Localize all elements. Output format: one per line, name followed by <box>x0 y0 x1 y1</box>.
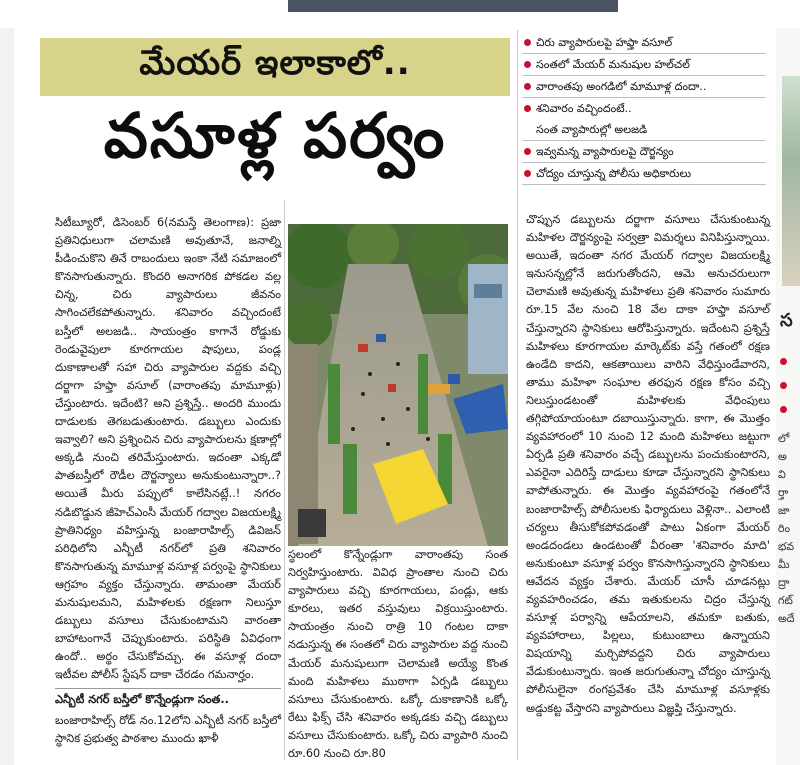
article-body: ప్రజా ప్రతినిధులుగా చలామణి అవుతూనే, జనాల్ని పీడించుకొని తినే రాబందులు ఇంకా నేటి సమాజంలో కొనసాగుతున్నారు. కొందరి అనాగరిక పోకడల వల్ల చిన్న, చిరు వ్యాపారులు జీవనం సాగించలేకపోతున్నారు. శనివారం వచ్చిందంటే బస్తీలో అలజడి.. సాయంత్రం కాగానే రోడ్డుకు రెండువైపులా కూరగాయల షాపులు, పండ్ల దుకాణాలతో సహా చిరు వ్యాపారుల వద్దకు వచ్చి దర్జాగా హఫ్తా వసూల్ (వారాంతపు మామూళ్లు) చేస్తుంటారు. ఇదేంటి? అని ప్రశ్నిస్తే.. అందరి ముందు దాడులకు తెగబడుతుంటారు. డబ్బులు ఎందుకు ఇవ్వాలి? అని ప్రశ్నించిన చిరు వ్యాపారులను క్షణాల్లో అక్కడి నుంచి తరిమేస్తుంటారు. ఇదంతా ఎక్కడో పాతబస్తీలో రౌడీల దౌర్జన్యాలు అనుకుంటున్నారా..? అయితే మీరు పప్పులో కాలేసినట్లే..! నగరం నడిబొడ్డున జీహెచ్ఎంసీ మేయర్ గద్వాల విజయలక్ష్మి ప్రాతినిధ్యం వహిస్తున్న బంజారాహిల్స్ డివిజన్ పరిధిలోని ఎన్బీటీ నగర్‌లో ప్రతి శనివారం కొనసాగుతున్న మామూళ్ల వసూళ్ల పర్వంపై స్థానికులు ఆగ్రహం వ్యక్తం చేస్తున్నారు. తామంతా మేయర్ మనుషులమని, మహిళలకు రక్షణగా నిలుస్తూ డబ్బులు వసూలు చేసుకుంటామని వారంతా బాహాటంగానే చెప్పుకుంటారు. పరిస్థితి ఏవిధంగా ఉందో.. అర్థం చేసుకోవచ్చు. ఈ వసూళ్ల దందా ఇటీవల పోలీస్ స్టేషన్ దాకా చేరడం గమనార్హం. <box>55 216 281 682</box>
column-divider <box>284 200 285 760</box>
dateline: సిటీబ్యూరో, డిసెంబర్ 6(నమస్తే తెలంగాణ): <box>55 216 254 229</box>
article-body: బంజారాహిల్స్ రోడ్ నం.12లోని ఎన్బీటీ నగర్ బస్తీలో స్థానిక ప్రభుత్వ పాఠశాల ముందు ఖాళీ <box>55 713 281 745</box>
red-bullet-icon <box>524 39 531 46</box>
highlights-list <box>522 32 766 185</box>
adjacent-text-line: అదే <box>778 612 795 625</box>
adjacent-text-line: భవ <box>778 540 795 553</box>
main-headline: వసూళ్ల పర్వం <box>103 99 447 172</box>
red-bullet-icon <box>524 83 531 90</box>
highlight-item: ఇవ్వమన్న వ్యాపారులపై దౌర్జన్యం <box>522 141 766 163</box>
highlight-item: వారాంతపు అంగడిలో మామూళ్ల దందా.. <box>522 76 766 98</box>
highlight-item: సంతలో మేయర్ మనుషుల హల్‌చల్ <box>522 54 766 76</box>
red-bullet-icon <box>524 148 531 155</box>
highlight-item: శనివారం వచ్చిందంటే.. <box>522 98 766 119</box>
adjacent-text-line: రిం <box>778 522 791 535</box>
adjacent-bullet-icon <box>780 358 787 365</box>
kicker-headline: మేయర్ ఇలాకాలో.. <box>40 38 510 96</box>
red-bullet-icon <box>524 61 531 68</box>
article-body: చొప్పున డబ్బులను దర్జాగా వసూలు చేసుకుంటున్న మహిళల దౌర్జన్యంపై సర్వత్రా విమర్శలు వినిపిస్తున్నాయి. అయితే, ఇదంతా నగర మేయర్ గద్వాల విజయలక్ష్మి ఇనుసన్నల్లోనే జరుగుతోందని, ఆమె అనుచరులుగా చెలామణి అవుతున్న మహిళలు ప్రతి శనివారం సుమారు రూ.15 వేల నుంచి 18 వేల దాకా హఫ్తా వసూల్ చేస్తున్నారని స్థానికులు ఆరోపిస్తున్నారు. ఇదేంటని ప్రశ్నిస్తే మహిళలు కూరగాయల మార్కెట్‌కు వస్తే గతంలో రక్షణ ఉండేది కాదని, ఆకతాయిలు వారిని వేధిస్తుండేవారని, తాము మహిళా సంఘాల తరఫున రక్షణ కోసం వచ్చి నిలుస్తుండటంతో మహిళలకు వేధింపులు తగ్గిపోయాయంటూ దబాయిస్తున్నారు. కాగా, ఈ మొత్తం వ్యవహారంలో 10 నుంచి 12 మంది మహిళలు జట్టుగా ఏర్పడి ప్రతి శనివారం వచ్చే డబ్బులను పంచుకుంటారని, ఎవరైనా ఎదిరిస్తే దాడులు కూడా చేస్తున్నారని స్థానికులు వాపోతున్నారు. ఈ మొత్తం వ్యవహారంపై గతంలోనే బంజారాహిల్స్ పోలీసులకు ఫిర్యాదులు వెళ్లినా.. ఎలాంటి చర్యలు తీసుకోకపోవడంతో పాటు ఏకంగా మేయర్ అండదండలు ఉండటంతో వీరంతా 'శనివారం మాది' అనుకుంటూ వసూళ్ల పర్వం కొనసాగిస్తున్నారని స్థానికులు ఆవేదన వ్యక్తం చేశారు. మేయర్ చూసీ చూడనట్లు వ్యవహరించడం, తమ ఇతుకులను చిద్రం చేస్తున్న వసూళ్ల పర్వాన్ని ఆపేయాలని, తమకూ బతుకు, వ్యవహారాలు, పిల్లలు, కుటుంబాలు ఉన్నాయని విషయాన్ని మర్చిపోవద్దని చిరు వ్యాపారులు వేడుకుంటున్నారు. ఇంత జరుగుతున్నా చోద్యం చూస్తున్న పోలీసులైనా రంగప్రవేశం చేసి మామూళ్ల వసూళ్లకు అడ్డుకట్ట వేస్తారని వ్యాపారులు విజ్ఞప్తి చేస్తున్నారు. <box>526 213 770 715</box>
street-market-aerial-image <box>288 224 508 546</box>
adjacent-text-line: గట్ <box>778 594 793 607</box>
highlight-item: సంత వ్యాపారుల్లో అలజడి <box>522 119 766 141</box>
article-column-3 <box>526 211 770 718</box>
adjacent-text-line: ద్రా <box>778 576 790 589</box>
adjacent-text-line: మీ <box>778 558 790 571</box>
adjacent-text-line: అ <box>778 450 787 463</box>
adjacent-text-line: వి <box>778 468 786 481</box>
adjacent-photo <box>782 76 800 286</box>
article-column-1 <box>55 214 281 748</box>
adjacent-text-line: జా <box>778 504 790 517</box>
highlight-item: చిరు వ్యాపారులపై హఫ్తా వసూల్ <box>522 32 766 54</box>
red-bullet-icon <box>524 105 531 112</box>
adjacent-article-strip <box>776 28 800 765</box>
adjacent-bullet-icon <box>780 406 787 413</box>
subheading: ఎన్బీటీ నగర్ బస్తీలో కొన్నేండ్లుగా సంత.. <box>55 688 281 709</box>
headline-block <box>40 38 510 186</box>
adjacent-headline: స <box>780 310 793 331</box>
market-photo <box>288 224 508 546</box>
adjacent-text-line: ర్తా <box>778 486 789 499</box>
adjacent-bullet-icon <box>780 382 787 389</box>
highlight-item: చోద్యం చూస్తున్న పోలీసు అధికారులు <box>522 163 766 185</box>
article-body: స్థలంలో కొన్నేండ్లుగా వారాంతపు సంత నిర్వహిస్తుంటారు. వివిధ ప్రాంతాల నుంచి చిరు వ్యాపారులు వచ్చి కూరగాయలు, పండ్లు, ఆకు కూరలు, ఇతర వస్తువులు విక్రయిస్తుంటారు. సాయంత్రం నుంచి రాత్రి 10 గంటల దాకా నడుస్తున్న ఈ సంతలో చిరు వ్యాపారుల వద్ద నుంచి మేయర్ మనుషులుగా చెలామణి అయ్యే కొంత మంది మహిళలు ముఠాగా ఏర్పడి డబ్బులు వసూలు చేసుకుంటారు. ఒక్కో దుకాణానికి ఒక్కో రేటు ఫిక్స్ చేసి శనివారం అక్కడకు వచ్చి డబ్బులు వసూలు చేసుకుంటారు. ఒక్కో చిరు వ్యాపారి నుంచి రూ.60 నుంచి రూ.80 <box>288 548 508 761</box>
top-bar <box>288 0 618 12</box>
red-bullet-icon <box>524 170 531 177</box>
column-divider <box>517 30 518 760</box>
article-column-2 <box>288 546 508 763</box>
adjacent-text-line: లో <box>778 432 790 445</box>
left-page-margin <box>0 28 14 765</box>
